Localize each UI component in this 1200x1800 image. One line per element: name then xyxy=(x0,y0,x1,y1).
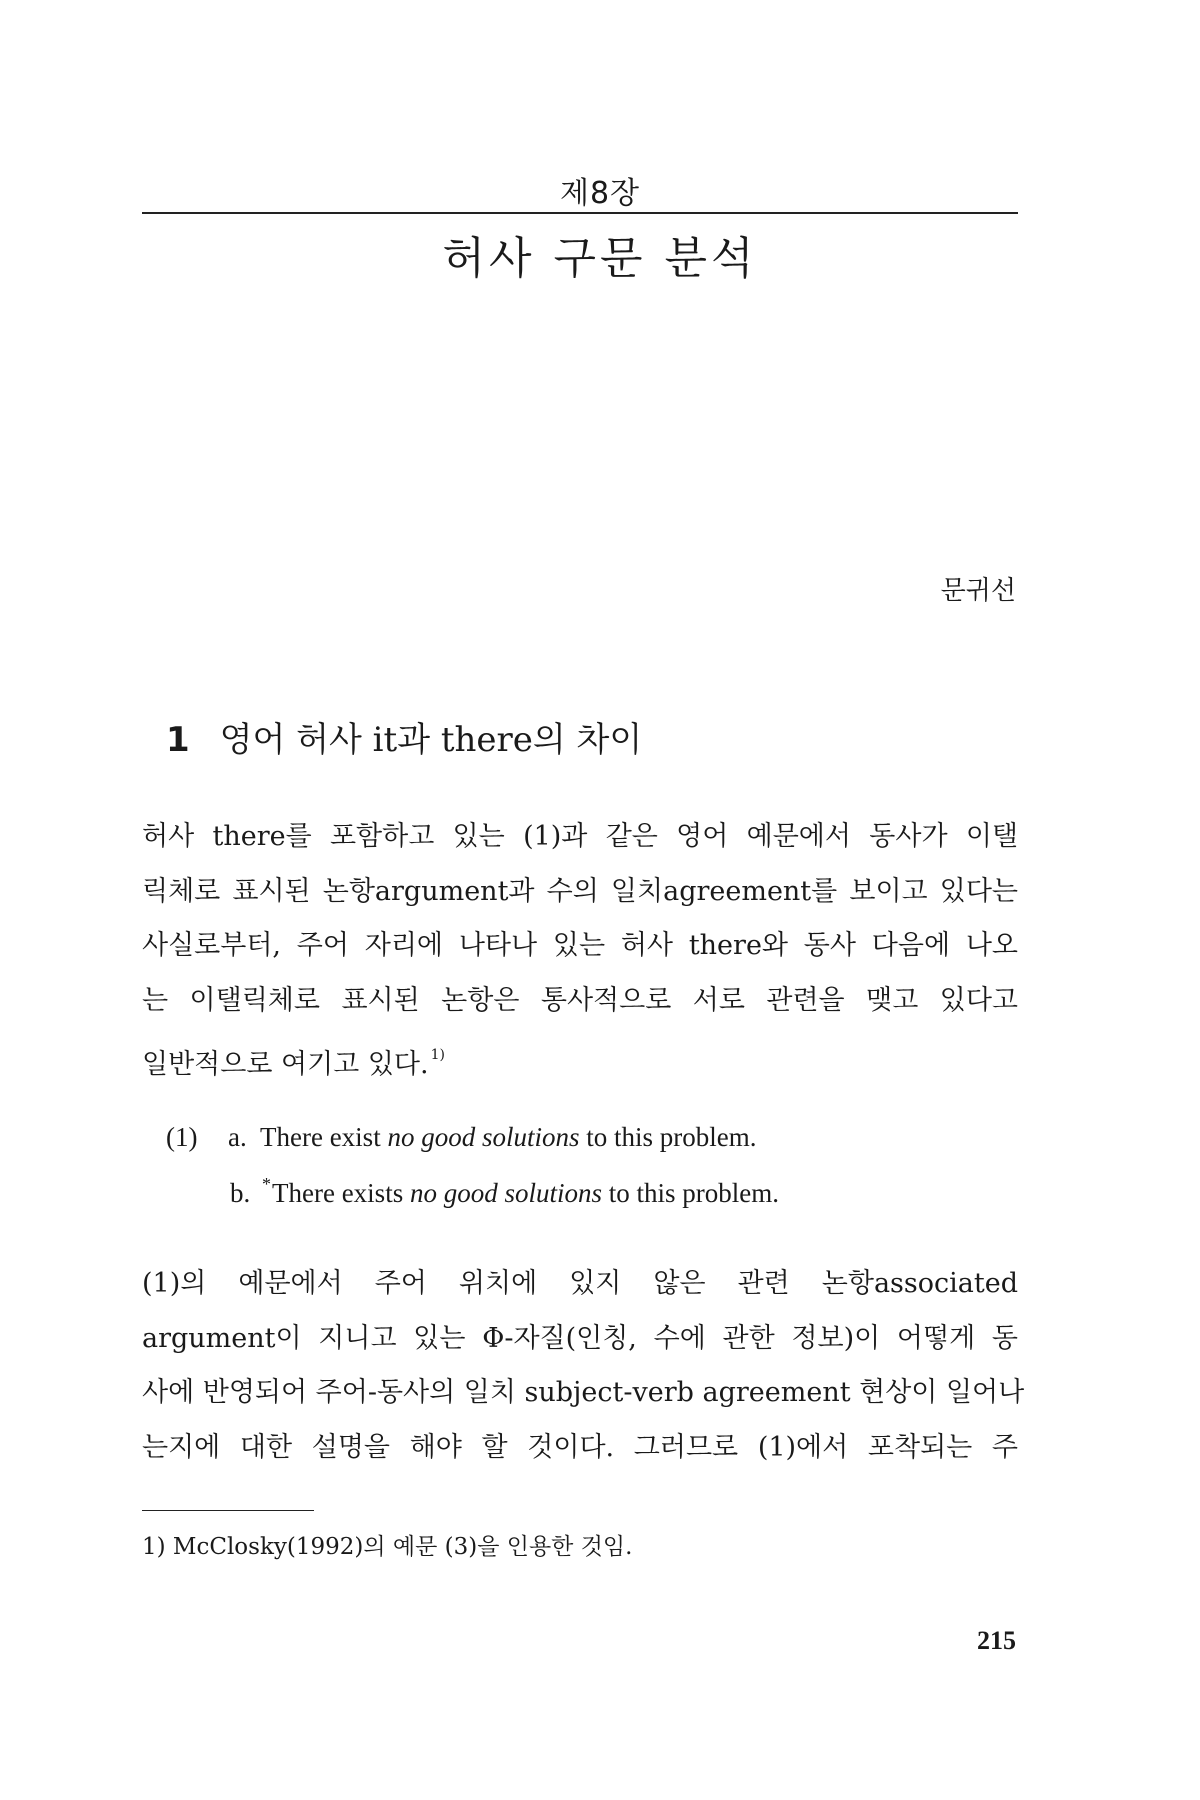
footnote-rule xyxy=(142,1510,314,1511)
paragraph-1 xyxy=(142,810,1018,1093)
paragraph-text: 일반적으로 여기고 있다. xyxy=(142,1049,429,1080)
example-letter: b. xyxy=(230,1178,251,1208)
section-number: 1 xyxy=(166,720,190,760)
chapter-rule xyxy=(142,212,1018,214)
author-name: 문귀선 xyxy=(940,576,1016,606)
paragraph-line: argument이 지니고 있는 Φ-자질(인칭, 수에 관한 정보)이 어떻게 동 xyxy=(142,1322,1018,1354)
paragraph-line: 허사 there를 포함하고 있는 (1)과 같은 영어 예문에서 동사가 이탤 xyxy=(142,821,1018,852)
example-text: to this problem. xyxy=(601,1178,779,1208)
example-1b xyxy=(230,1174,779,1209)
example-italic: no good solutions xyxy=(409,1178,602,1208)
ungrammatical-mark: * xyxy=(262,1174,271,1194)
paragraph-line: 릭체로 표시된 논항argument과 수의 일치agreement를 보이고 있다는 xyxy=(142,875,1018,907)
paragraph-line: 사실로부터, 주어 자리에 나타나 있는 허사 there와 동사 다음에 나오 xyxy=(142,930,1018,961)
example-number: (1) xyxy=(166,1122,198,1152)
paragraph-2 xyxy=(142,1257,1025,1475)
paragraph-line: 사에 반영되어 주어-동사의 일치 subject-verb agreement 현상이 일어나 xyxy=(142,1377,1025,1408)
example-italic: no good solutions xyxy=(387,1122,580,1152)
chapter-title: 허사 구문 분석 xyxy=(442,233,758,284)
footnote: 1) McClosky(1992)의 예문 (3)을 인용한 것임. xyxy=(142,1534,633,1560)
example-text: There exists xyxy=(272,1178,410,1208)
footnote-reference: 1) xyxy=(430,1047,445,1063)
example-letter: a. xyxy=(228,1122,247,1152)
section-heading xyxy=(166,712,642,761)
paragraph-line: 는 이탤릭체로 표시된 논항은 통사적으로 서로 관련을 맺고 있다고 xyxy=(142,984,1018,1016)
paragraph-line: (1)의 예문에서 주어 위치에 있지 않은 관련 논항associated xyxy=(142,1268,1018,1299)
chapter-label: 제8장 xyxy=(559,176,641,211)
paragraph-line-last xyxy=(142,1028,1018,1093)
page-number: 215 xyxy=(977,1626,1016,1655)
paragraph-line: 는지에 대한 설명을 해야 할 것이다. 그러므로 (1)에서 포착되는 주 xyxy=(142,1431,1018,1463)
example-text: to this problem. xyxy=(579,1122,757,1152)
example-text: There exist xyxy=(260,1122,388,1152)
section-title: 영어 허사 it과 there의 차이 xyxy=(219,720,643,760)
example-1a xyxy=(166,1122,756,1153)
